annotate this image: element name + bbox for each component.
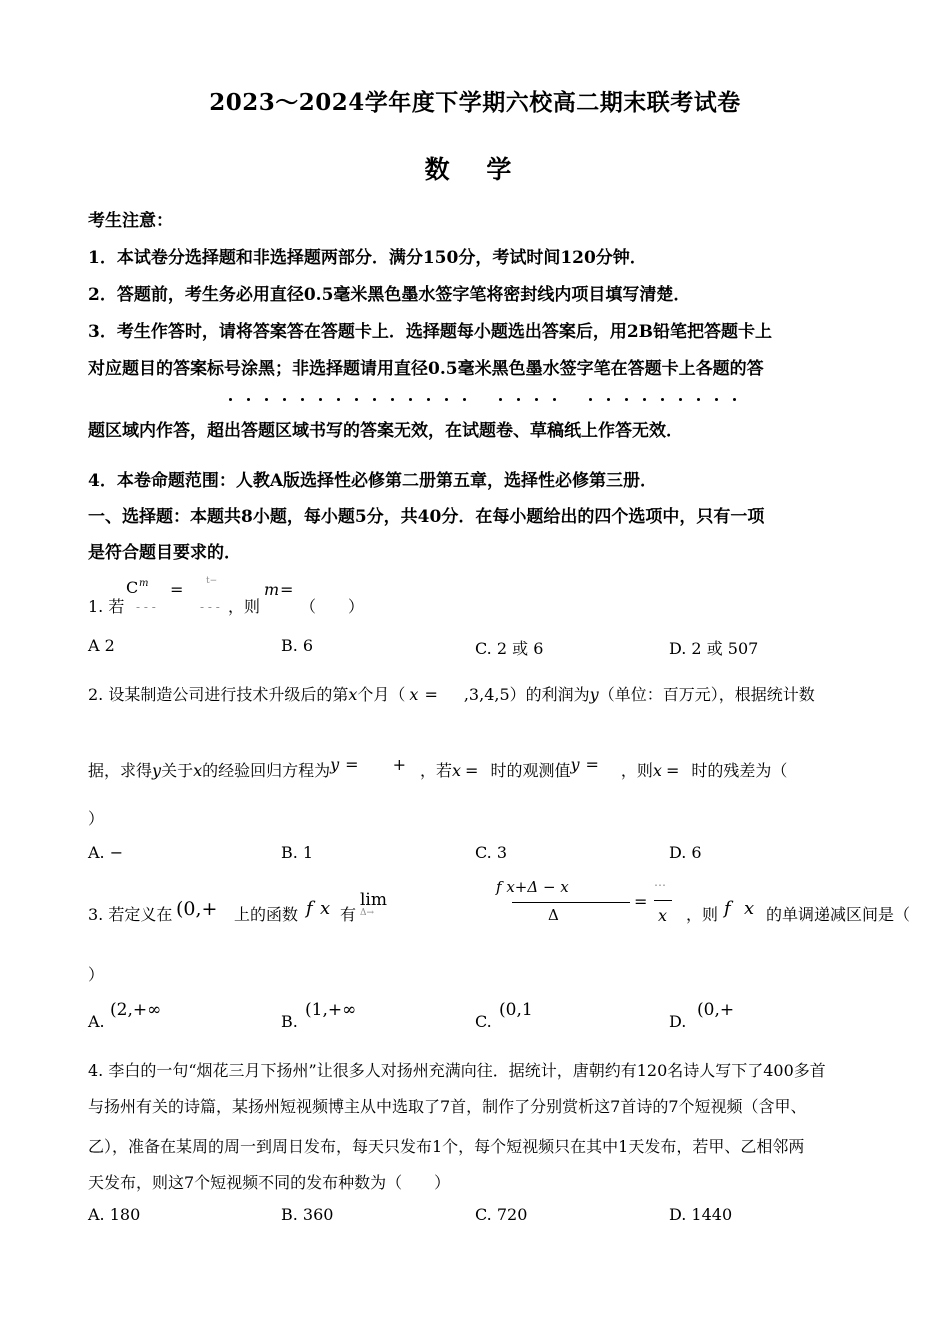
q3-lim-sub: Δ→ — [360, 908, 375, 918]
question-4-line-3: 乙），准备在某周的周一到周日发布，每天只发布1个，每个短视频只在其中1天发布，若甲、乙相邻两 — [88, 1137, 805, 1156]
q2-equals-2: = — [345, 755, 359, 774]
q2-text-c: ）的利润为 — [509, 685, 590, 704]
q3-text-c: ，则 — [686, 905, 719, 924]
question-4-line-1: 4. 李白的一句“烟花三月下扬州”让很多人对扬州充满向往．据统计，唐朝约有120名诗人写下了400多首 — [88, 1061, 826, 1080]
q1-equals-2: = — [280, 580, 294, 599]
q3-option-a-label: A. — [88, 1012, 105, 1031]
q2-option-a[interactable]: A. − — [88, 843, 124, 862]
q2-text-b: 个月（ — [357, 685, 406, 704]
q2-equals: = — [424, 685, 438, 704]
q1-c-letter: C — [126, 578, 139, 597]
q2-plus: + — [392, 755, 406, 774]
q2-var-x3: x — [193, 761, 203, 780]
question-2-line-3: ） — [88, 809, 105, 828]
question-2-line-1 — [88, 682, 868, 705]
q3-interval: (0,+ — [176, 898, 218, 920]
q3-text-d: 的单调递减区间是（ — [766, 905, 911, 924]
subject-title: 数 学 — [424, 155, 526, 184]
q2-equals-4: = — [585, 755, 599, 774]
q4-option-a[interactable]: A. 180 — [88, 1205, 141, 1224]
notice-item-2: 2．答题前，考生务必用直径0.5毫米黑色墨水签字笔将密封线内项目填写清楚． — [88, 285, 691, 305]
q1-option-c[interactable]: C. 2 或 6 — [475, 639, 544, 658]
q1-option-d[interactable]: D. 2 或 507 — [669, 639, 759, 658]
q3-denominator: Δ — [548, 906, 559, 924]
q1-then: ，则 — [228, 597, 261, 616]
notice-item-3-line-3: 题区域内作答，超出答题区域书写的答案无效，在试题卷、草稿纸上作答无效． — [88, 421, 683, 441]
q3-fraction-bar — [512, 902, 630, 903]
emphasis-dots — [88, 398, 868, 408]
q2-text-i: 时的观测值 — [490, 761, 571, 780]
question-3-line-2: ） — [88, 965, 105, 984]
q1-paren: （ ） — [300, 597, 365, 616]
q3-option-a-math: (2,+∞ — [110, 1000, 162, 1020]
q3-text-b: 有 — [340, 905, 357, 924]
q3-f1: f — [306, 898, 313, 919]
q2-var-y4: y — [570, 755, 580, 774]
question-1: 1. 若 C m - - - = t− - - - ，则 m = （ ） — [88, 576, 365, 616]
q2-text-f: 关于 — [161, 761, 194, 780]
q2-var-y1: y — [589, 685, 599, 704]
q3-rhs-numerator: ⋯ — [654, 878, 666, 892]
q3-equals: = — [634, 892, 648, 911]
q2-text-a: 2. 设某制造公司进行技术升级后的第 — [88, 685, 349, 704]
exam-title: 2023～2024学年度下学期六校高二期末联考试卷 — [209, 89, 741, 116]
q3-x1: x — [320, 898, 331, 919]
q2-var-x1: x — [348, 685, 358, 704]
q3-text-a: 上的函数 — [234, 905, 299, 924]
q2-var-y3: y — [330, 755, 340, 774]
q3-prefix: 3. 若定义在 — [88, 905, 173, 924]
q2-var-x2: x — [409, 685, 419, 704]
question-4-line-4: 天发布，则这7个短视频不同的发布种数为（ ） — [88, 1173, 451, 1192]
notice-item-3-line-2: 对应题目的答案标号涂黑；非选择题请用直径0.5毫米黑色墨水签字笔在答题卡上各题的答 — [88, 359, 764, 379]
q2-text-j: ，则 — [620, 761, 653, 780]
q4-option-d[interactable]: D. 1440 — [669, 1205, 733, 1224]
q3-x2: x — [744, 898, 755, 919]
notice-item-1: 1．本试卷分选择题和非选择题两部分．满分150分，考试时间120分钟． — [88, 248, 647, 268]
q2-var-x4: x — [452, 761, 462, 780]
q2-equals-3: = — [465, 761, 479, 780]
q2-option-d[interactable]: D. 6 — [669, 843, 702, 862]
q3-option-c-label: C. — [475, 1012, 492, 1031]
section-1-line-2: 是符合题目要求的． — [88, 543, 241, 563]
q4-option-c[interactable]: C. 720 — [475, 1205, 528, 1224]
section-1-line-1: 一、选择题：本题共8小题，每小题5分，共40分．在每小题给出的四个选项中，只有一项 — [88, 507, 765, 527]
q2-text-e: 据，求得 — [88, 761, 153, 780]
q2-sequence: ,3,4,5 — [463, 685, 510, 704]
q3-lim: lim — [360, 890, 387, 910]
q2-text-d: （单位：百万元），根据统计数 — [598, 685, 815, 704]
notice-heading: 考生注意： — [88, 211, 173, 231]
q2-var-y2: y — [152, 761, 162, 780]
question-4-line-2: 与扬州有关的诗篇，某扬州短视频博主从中选取了7首，制作了分别赏析这7首诗的7个短视频（含甲、 — [88, 1097, 807, 1116]
q3-option-d-math: (0,+ — [697, 1000, 735, 1020]
notice-item-3-line-1: 3．考生作答时，请将答案答在答题卡上．选择题每小题选出答案后，用2B铅笔把答题卡上 — [88, 322, 773, 342]
q3-rhs-denominator: x — [658, 906, 668, 925]
q3-numerator: f x+Δ − x — [496, 878, 569, 896]
q2-text-k: 时的残差为（ — [691, 761, 788, 780]
q3-option-b-label: B. — [281, 1012, 298, 1031]
q2-option-c[interactable]: C. 3 — [475, 843, 508, 862]
q2-text-h: ，若 — [419, 761, 452, 780]
q3-rhs-bar — [654, 900, 672, 901]
q3-option-b-math: (1,+∞ — [305, 1000, 357, 1020]
q1-option-a[interactable]: A 2 — [88, 636, 115, 655]
q2-equals-5: = — [665, 761, 680, 780]
q4-option-b[interactable]: B. 360 — [281, 1205, 334, 1224]
q2-var-x5: x — [652, 761, 662, 780]
q1-var-m: m — [264, 580, 280, 599]
question-3-line-1 — [88, 878, 911, 938]
q2-text-g: 的经验回归方程为 — [202, 761, 331, 780]
q3-f2: f — [724, 898, 731, 919]
q1-equals: = — [170, 580, 184, 599]
q3-option-d-label: D. — [669, 1012, 687, 1031]
notice-item-4: 4．本卷命题范围：人教A版选择性必修第二册第五章，选择性必修第三册． — [88, 471, 658, 491]
q1-prefix: 1. 若 — [88, 597, 125, 616]
question-2-line-2 — [88, 755, 868, 781]
q1-superscript-2: t− — [206, 576, 218, 586]
q3-option-c-math: (0,1 — [499, 1000, 533, 1020]
q2-option-b[interactable]: B. 1 — [281, 843, 314, 862]
q1-m-superscript: m — [139, 578, 149, 589]
q1-option-b[interactable]: B. 6 — [281, 636, 314, 655]
